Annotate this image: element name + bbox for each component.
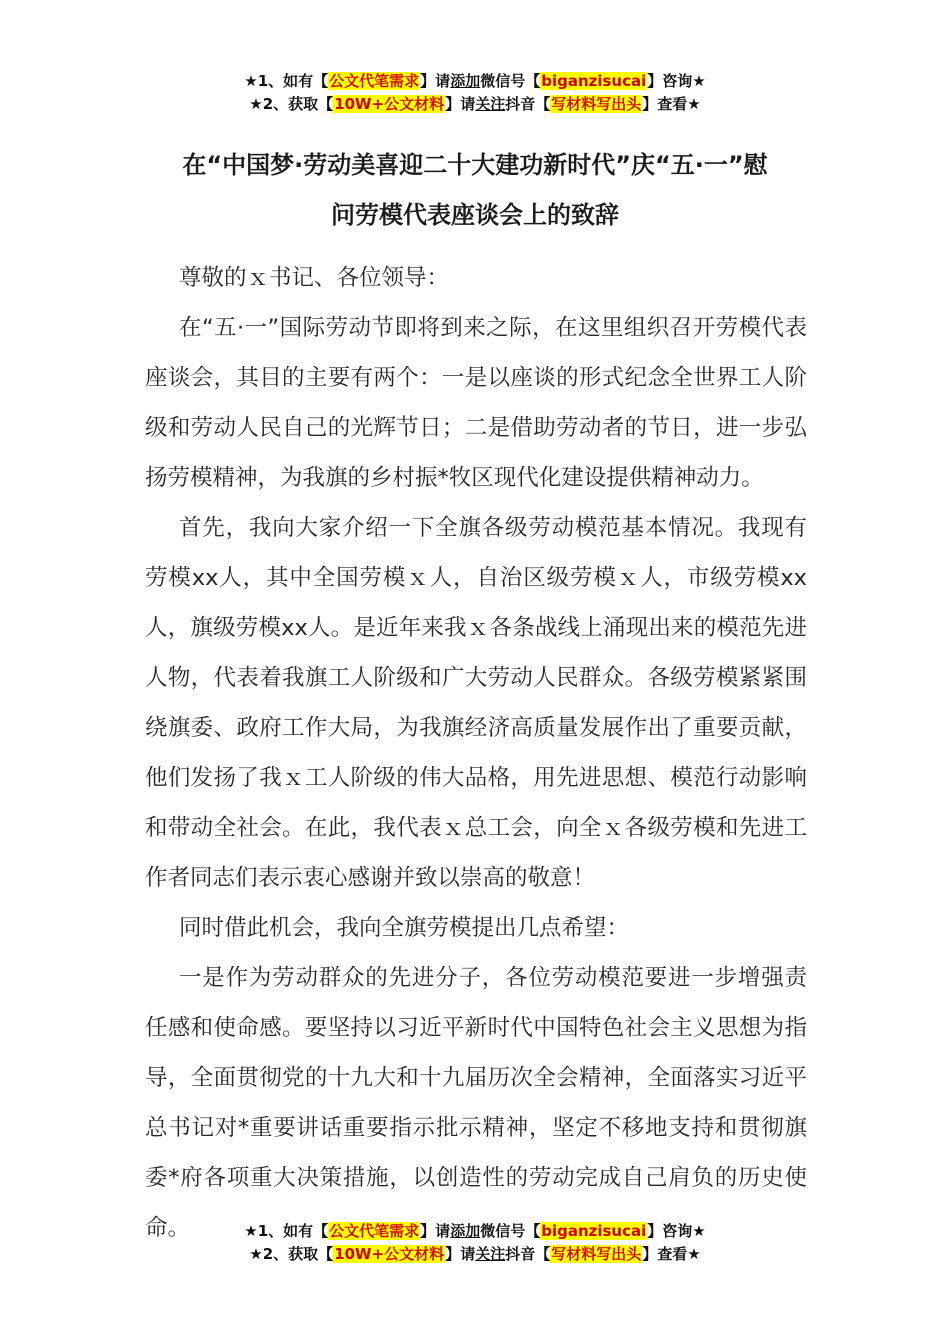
promo-highlight: 10W+公文材料	[334, 95, 445, 113]
promo-line-1	[0, 1220, 950, 1243]
promo-douyin-id: 写材料写出头	[551, 1245, 642, 1263]
promo-text: 】请	[420, 72, 451, 90]
promo-text: ★1、如有【	[244, 1222, 329, 1240]
promo-text: ★2、获取【	[249, 1245, 334, 1263]
promo-line-2	[0, 93, 950, 116]
promo-text: 抖音【	[505, 95, 551, 113]
salutation: 尊敬的ｘ书记、各位领导：	[179, 265, 450, 291]
promo-text: ★1、如有【	[244, 72, 329, 90]
promo-underlined: 关注	[475, 95, 506, 113]
promo-highlight: 10W+公文材料	[334, 1245, 445, 1263]
promo-line-1	[0, 70, 950, 93]
title-line-2: 问劳模代表座谈会上的致辞	[331, 201, 619, 229]
promo-underlined: 添加	[450, 72, 481, 90]
promo-underlined: 关注	[475, 1245, 506, 1263]
promo-highlight: 公文代笔需求	[329, 1222, 420, 1240]
promo-douyin-id: 写材料写出头	[551, 95, 642, 113]
promo-text: 】查看★	[642, 1245, 701, 1263]
promo-footer	[0, 1220, 950, 1266]
promo-text: 微信号【	[480, 1222, 541, 1240]
title-line-1: 在“中国梦·劳动美喜迎二十大建功新时代”庆“五·一”慰	[182, 151, 768, 179]
promo-text: 】请	[420, 1222, 451, 1240]
promo-highlight: 公文代笔需求	[329, 72, 420, 90]
promo-wechat-id: biganzisucai	[541, 72, 647, 90]
paragraph-hopes: 同时借此机会，我向全旗劳模提出几点希望：	[179, 915, 630, 941]
promo-text: 】咨询★	[647, 72, 706, 90]
promo-text: 】查看★	[642, 95, 701, 113]
promo-header	[0, 70, 950, 116]
paragraph-point-one: 一是作为劳动群众的先进分子，各位劳动模范要进一步增强责任感和使命感。要坚持以习近平新时代中国特色社会主义思想为指导，全面贯彻党的十九大和十九届历次全会精神，全面落实习近平总书记对*重要讲话重要指示批示精神，坚定不移地支持和贯彻旗委*府各项重大决策措施，以创造性的劳动完成自己肩负的历史使命。	[145, 965, 807, 1241]
promo-text: 抖音【	[505, 1245, 551, 1263]
paragraph-overview: 首先，我向大家介绍一下全旗各级劳动模范基本情况。我现有劳模xx人，其中全国劳模ｘ人，自治区级劳模ｘ人，市级劳模xx人，旗级劳模xx人。是近年来我ｘ各条战线上涌现出来的模范先进人物，代表着我旗工人阶级和广大劳动人民群众。各级劳模紧紧围绕旗委、政府工作大局，为我旗经济高质量发展作出了重要贡献，他们发扬了我ｘ工人阶级的伟大品格，用先进思想、模范行动影响和带动全社会。在此，我代表ｘ总工会，向全ｘ各级劳模和先进工作者同志们表示衷心感谢并致以崇高的敬意！	[145, 515, 807, 891]
paragraph-intro: 在“五·一”国际劳动节即将到来之际，在这里组织召开劳模代表座谈会，其目的主要有两个：一是以座谈的形式纪念全世界工人阶级和劳动人民自己的光辉节日；二是借助劳动者的节日，进一步弘扬劳模精神，为我旗的乡村振*牧区现代化建设提供精神动力。	[145, 315, 807, 491]
promo-underlined: 添加	[450, 1222, 481, 1240]
document-body	[145, 253, 807, 1253]
promo-text: 微信号【	[480, 72, 541, 90]
promo-text: ★2、获取【	[249, 95, 334, 113]
document-title	[145, 140, 805, 240]
promo-line-2	[0, 1243, 950, 1266]
promo-text: 】请	[445, 1245, 476, 1263]
promo-wechat-id: biganzisucai	[541, 1222, 647, 1240]
promo-text: 】请	[445, 95, 476, 113]
promo-text: 】咨询★	[647, 1222, 706, 1240]
